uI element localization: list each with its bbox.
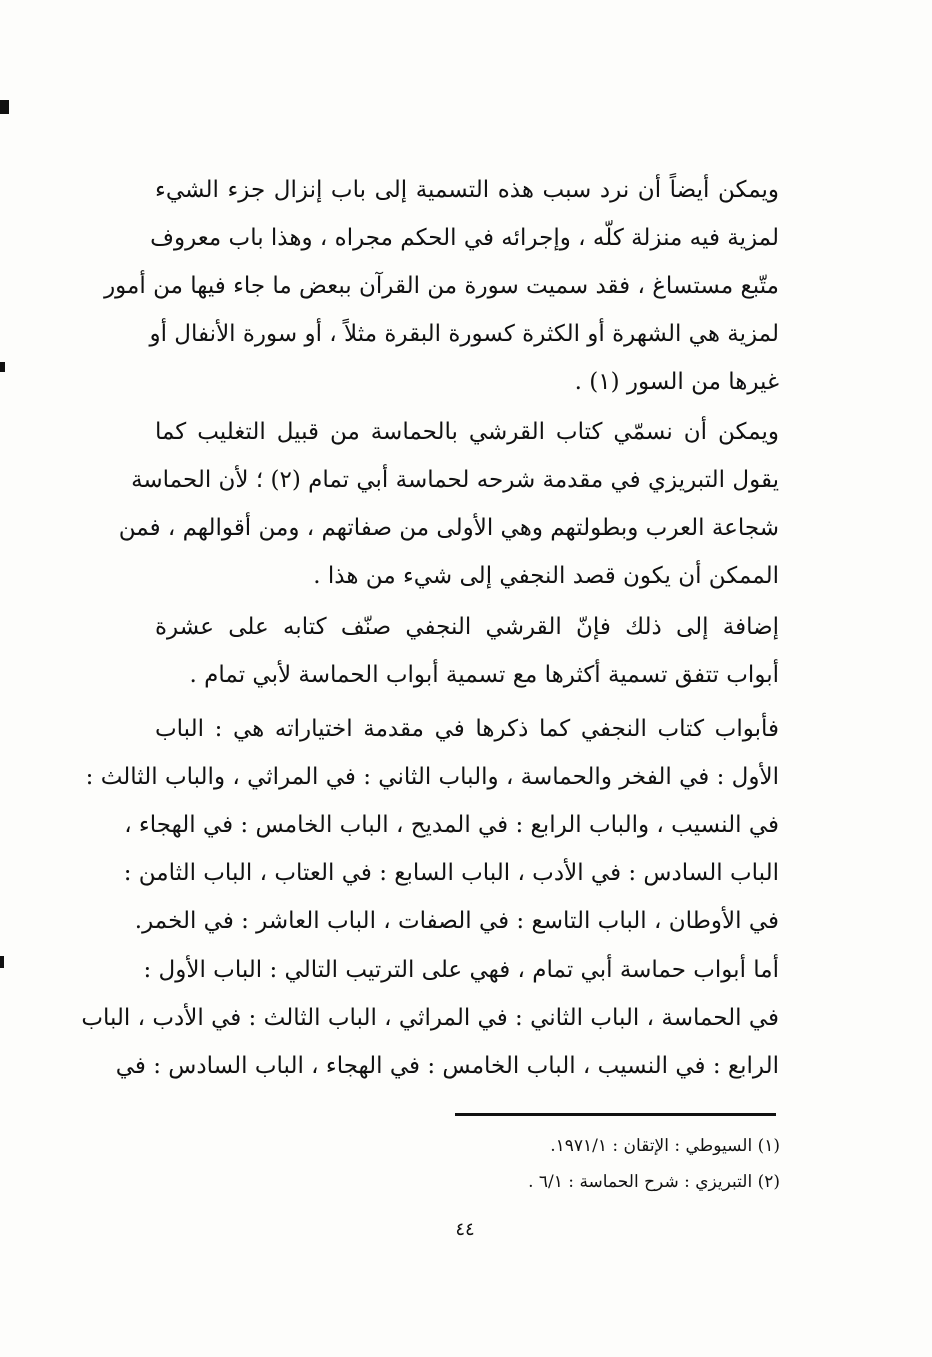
text-line: غيرها من السور (١) .	[574, 369, 779, 395]
text-line: لمزية هي الشهرة أو الكثرة كسورة البقرة مثلاً ، أو سورة الأنفال أو	[149, 321, 779, 347]
text-line: إضافة إلى ذلك فإنّ القرشي النجفي صنّف كتابه على عشرة	[155, 614, 779, 640]
paragraph-4	[85, 705, 779, 945]
text-line: متّبع مستساغ ، فقد سميت سورة من القرآن ببعض ما جاء فيها من أمور	[104, 273, 779, 299]
text-line: فأبواب كتاب النجفي كما ذكرها في مقدمة اختياراته هي : الباب	[155, 716, 779, 742]
footnotes	[380, 1128, 780, 1200]
paragraph-2	[118, 408, 779, 600]
scan-mark-lower	[0, 956, 4, 968]
footnote-1: (١) السيوطي : الإتقان : ١٩٧١/١.	[550, 1136, 780, 1156]
page-number: ٤٤	[455, 1219, 475, 1240]
footnote-2: (٢) التبريزي : شرح الحماسة : ٦/١ .	[528, 1172, 780, 1192]
text-line: ويمكن أيضاً أن نرد سبب هذه التسمية إلى باب إنزال جزء الشيء	[155, 177, 779, 203]
paragraph-1	[104, 166, 779, 406]
text-line: ويمكن أن نسمّي كتاب القرشي بالحماسة من قبيل التغليب كما	[155, 419, 779, 445]
text-line: أما أبواب حماسة أبي تمام ، فهي على الترتيب التالي : الباب الأول :	[143, 957, 779, 983]
text-line: الباب السادس : في الأدب ، الباب السابع : في العتاب ، الباب الثامن :	[123, 860, 779, 886]
footnote-separator	[455, 1113, 776, 1116]
text-line: الأول : في الفخر والحماسة ، والباب الثاني : في المراثي ، والباب الثالث :	[85, 764, 779, 790]
paragraph-5	[81, 946, 779, 1090]
text-line: يقول التبريزي في مقدمة شرحه لحماسة أبي تمام (٢) ؛ لأن الحماسة	[131, 467, 779, 493]
text-line: في النسيب ، والباب الرابع : في المديح ، الباب الخامس : في الهجاء ،	[124, 812, 779, 838]
text-line: في الحماسة ، الباب الثاني : في المراثي ، الباب الثالث : في الأدب ، الباب	[81, 1005, 779, 1031]
text-line: الرابع : في النسيب ، الباب الخامس : في الهجاء ، الباب السادس : في	[115, 1053, 779, 1079]
scan-mark-top	[0, 100, 9, 114]
text-line: لمزية فيه منزلة كلّه ، وإجرائه في الحكم مجراه ، وهذا باب معروف	[150, 225, 779, 251]
scan-mark-middle	[0, 362, 5, 372]
text-line: الممكن أن يكون قصد النجفي إلى شيء من هذا .	[313, 563, 779, 589]
text-line: أبواب تتفق تسمية أكثرها مع تسمية أبواب الحماسة لأبي تمام .	[189, 662, 779, 688]
text-line: في الأوطان ، الباب التاسع : في الصفات ، الباب العاشر : في الخمر.	[134, 908, 779, 934]
paragraph-3	[155, 603, 779, 699]
text-line: شجاعة العرب وبطولتهم وهي الأولى من صفاتهم ، ومن أقوالهم ، فمن	[118, 515, 779, 541]
